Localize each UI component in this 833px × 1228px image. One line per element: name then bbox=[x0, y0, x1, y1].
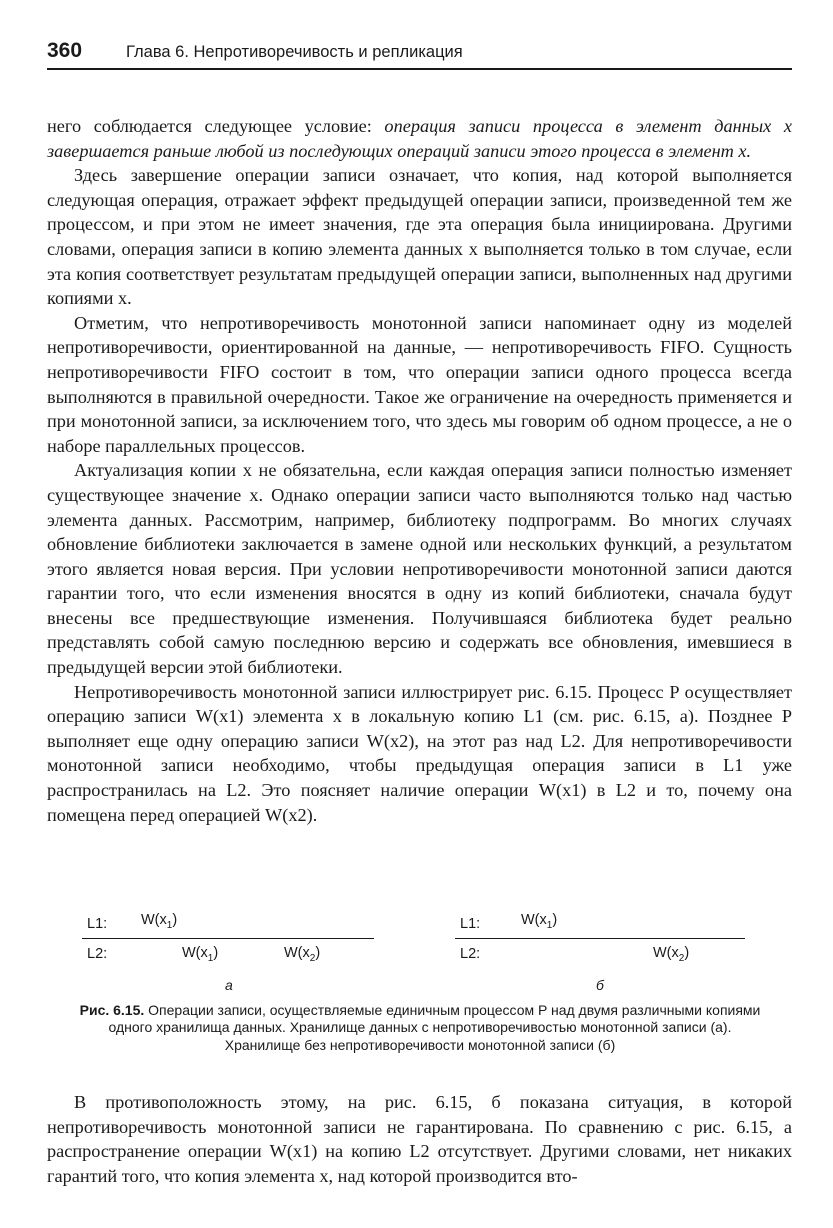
page-number: 360 bbox=[47, 39, 83, 62]
write-op-x1: $W(x_1)$ bbox=[141, 912, 178, 931]
write-op-x2: $W(x_2)$ bbox=[284, 945, 321, 964]
running-header bbox=[47, 38, 792, 70]
figure-b-label: б bbox=[596, 977, 604, 993]
write-op-x1: $W(x_1)$ bbox=[521, 912, 558, 931]
chapter-title: Глава 6. Непротиворечивость и репликация bbox=[126, 43, 463, 61]
figure-caption bbox=[70, 1002, 770, 1054]
paragraph-1: него соблюдается следующее условие: операция записи процесса в элемент данных x завершается раньше любой из последующих операций записи этого процесса в элемент x. bbox=[47, 116, 792, 161]
paragraph-6: В противоположность этому, на рис. 6.15, б показана ситуация, в которой непротиворечивость монотонной записи не гарантирована. По сравнению с рис. 6.15, a распространение операции W(x1) на копию L2 отсутствует. Другими словами, нет никаких гарантий того, что копия элемента x, над которой производится вто- bbox=[47, 1092, 792, 1186]
figure-a-label: а bbox=[225, 977, 233, 993]
paragraph-2: Здесь завершение операции записи означает, что копия, над которой выполняется следующая операция, отражает эффект предыдущей операции записи, произведенной тем же процессом, и при этом не имеет значения, где эта операция была инициирована. Другими словами, операция записи в копию элемента данных x выполняется только в том случае, если эта копия соответствует результатам предыдущей операции записи, выполненных над другими копиями x. bbox=[47, 165, 792, 309]
row-label-l2: L2: bbox=[87, 946, 108, 962]
divider-line bbox=[82, 938, 374, 939]
write-op-x2: $W(x_2)$ bbox=[653, 945, 690, 964]
caption-text: Операции записи, осуществляемые единичным процессом P над двумя различными копиями одного хранилища данных. Хранилище данных с непротиворечивостью монотонной записи (а). Хранилище без непротиворечивости монотонной записи (б) bbox=[108, 1002, 761, 1053]
body-text-top bbox=[47, 114, 792, 827]
paragraph-4: Актуализация копии x не обязательна, если каждая операция записи полностью изменяет существующее значение x. Однако операции записи часто выполняются только над частью элемента данных. Рассмотрим, например, библиотеку подпрограмм. Во многих случаях обновление библиотеки заключается в замене одной или нескольких функций, а результатом этого является новая версия. При условии непротиворечивости монотонной записи даются гарантии того, что если изменения вносятся в одну из копий библиотеки, сначала будут внесены все предшествующие изменения. Получившаяся библиотека будет реально представлять собой самую последнюю версию и содержать все обновления, имевшиеся в предыдущей версии этой библиотеки. bbox=[47, 460, 792, 678]
figure-b bbox=[455, 912, 745, 972]
paragraph-3: Отметим, что непротиворечивость монотонной записи напоминает одну из моделей непротиворечивости, ориентированной на данные, — непротиворечивость FIFO. Сущность непротиворечивости FIFO состоит в том, что операции записи одного процесса всегда выполняются в правильной очередности. Такое же ограничение на очередность применяется и при монотонной записи, за исключением того, что здесь мы говорим об одном процессе, а не о наборе параллельных процессов. bbox=[47, 312, 792, 456]
write-op-x1: $W(x_1)$ bbox=[182, 945, 219, 964]
row-label-l2: L2: bbox=[460, 946, 481, 962]
italic-definition: операция записи процесса в элемент данных x завершается раньше любой из последующих операций записи этого процесса в элемент x. bbox=[47, 116, 792, 161]
figure-a bbox=[82, 912, 374, 972]
divider-line bbox=[455, 938, 745, 939]
paragraph-5: Непротиворечивость монотонной записи иллюстрирует рис. 6.15. Процесс P осуществляет операцию записи W(x1) элемента x в локальную копию L1 (см. рис. 6.15, a). Позднее P выполняет еще одну операцию записи W(x2), на этот раз над L2. Для непротиворечивости монотонной записи необходимо, чтобы предыдущая операция записи в L1 уже распространилась на L2. Это поясняет наличие операции W(x1) в L2 и то, почему она помещена перед операцией W(x2). bbox=[47, 681, 792, 825]
row-label-l1: L1: bbox=[87, 916, 108, 932]
body-text-bottom bbox=[47, 1090, 792, 1188]
caption-label: Рис. 6.15. bbox=[79, 1002, 145, 1018]
row-label-l1: L1: bbox=[460, 916, 481, 932]
